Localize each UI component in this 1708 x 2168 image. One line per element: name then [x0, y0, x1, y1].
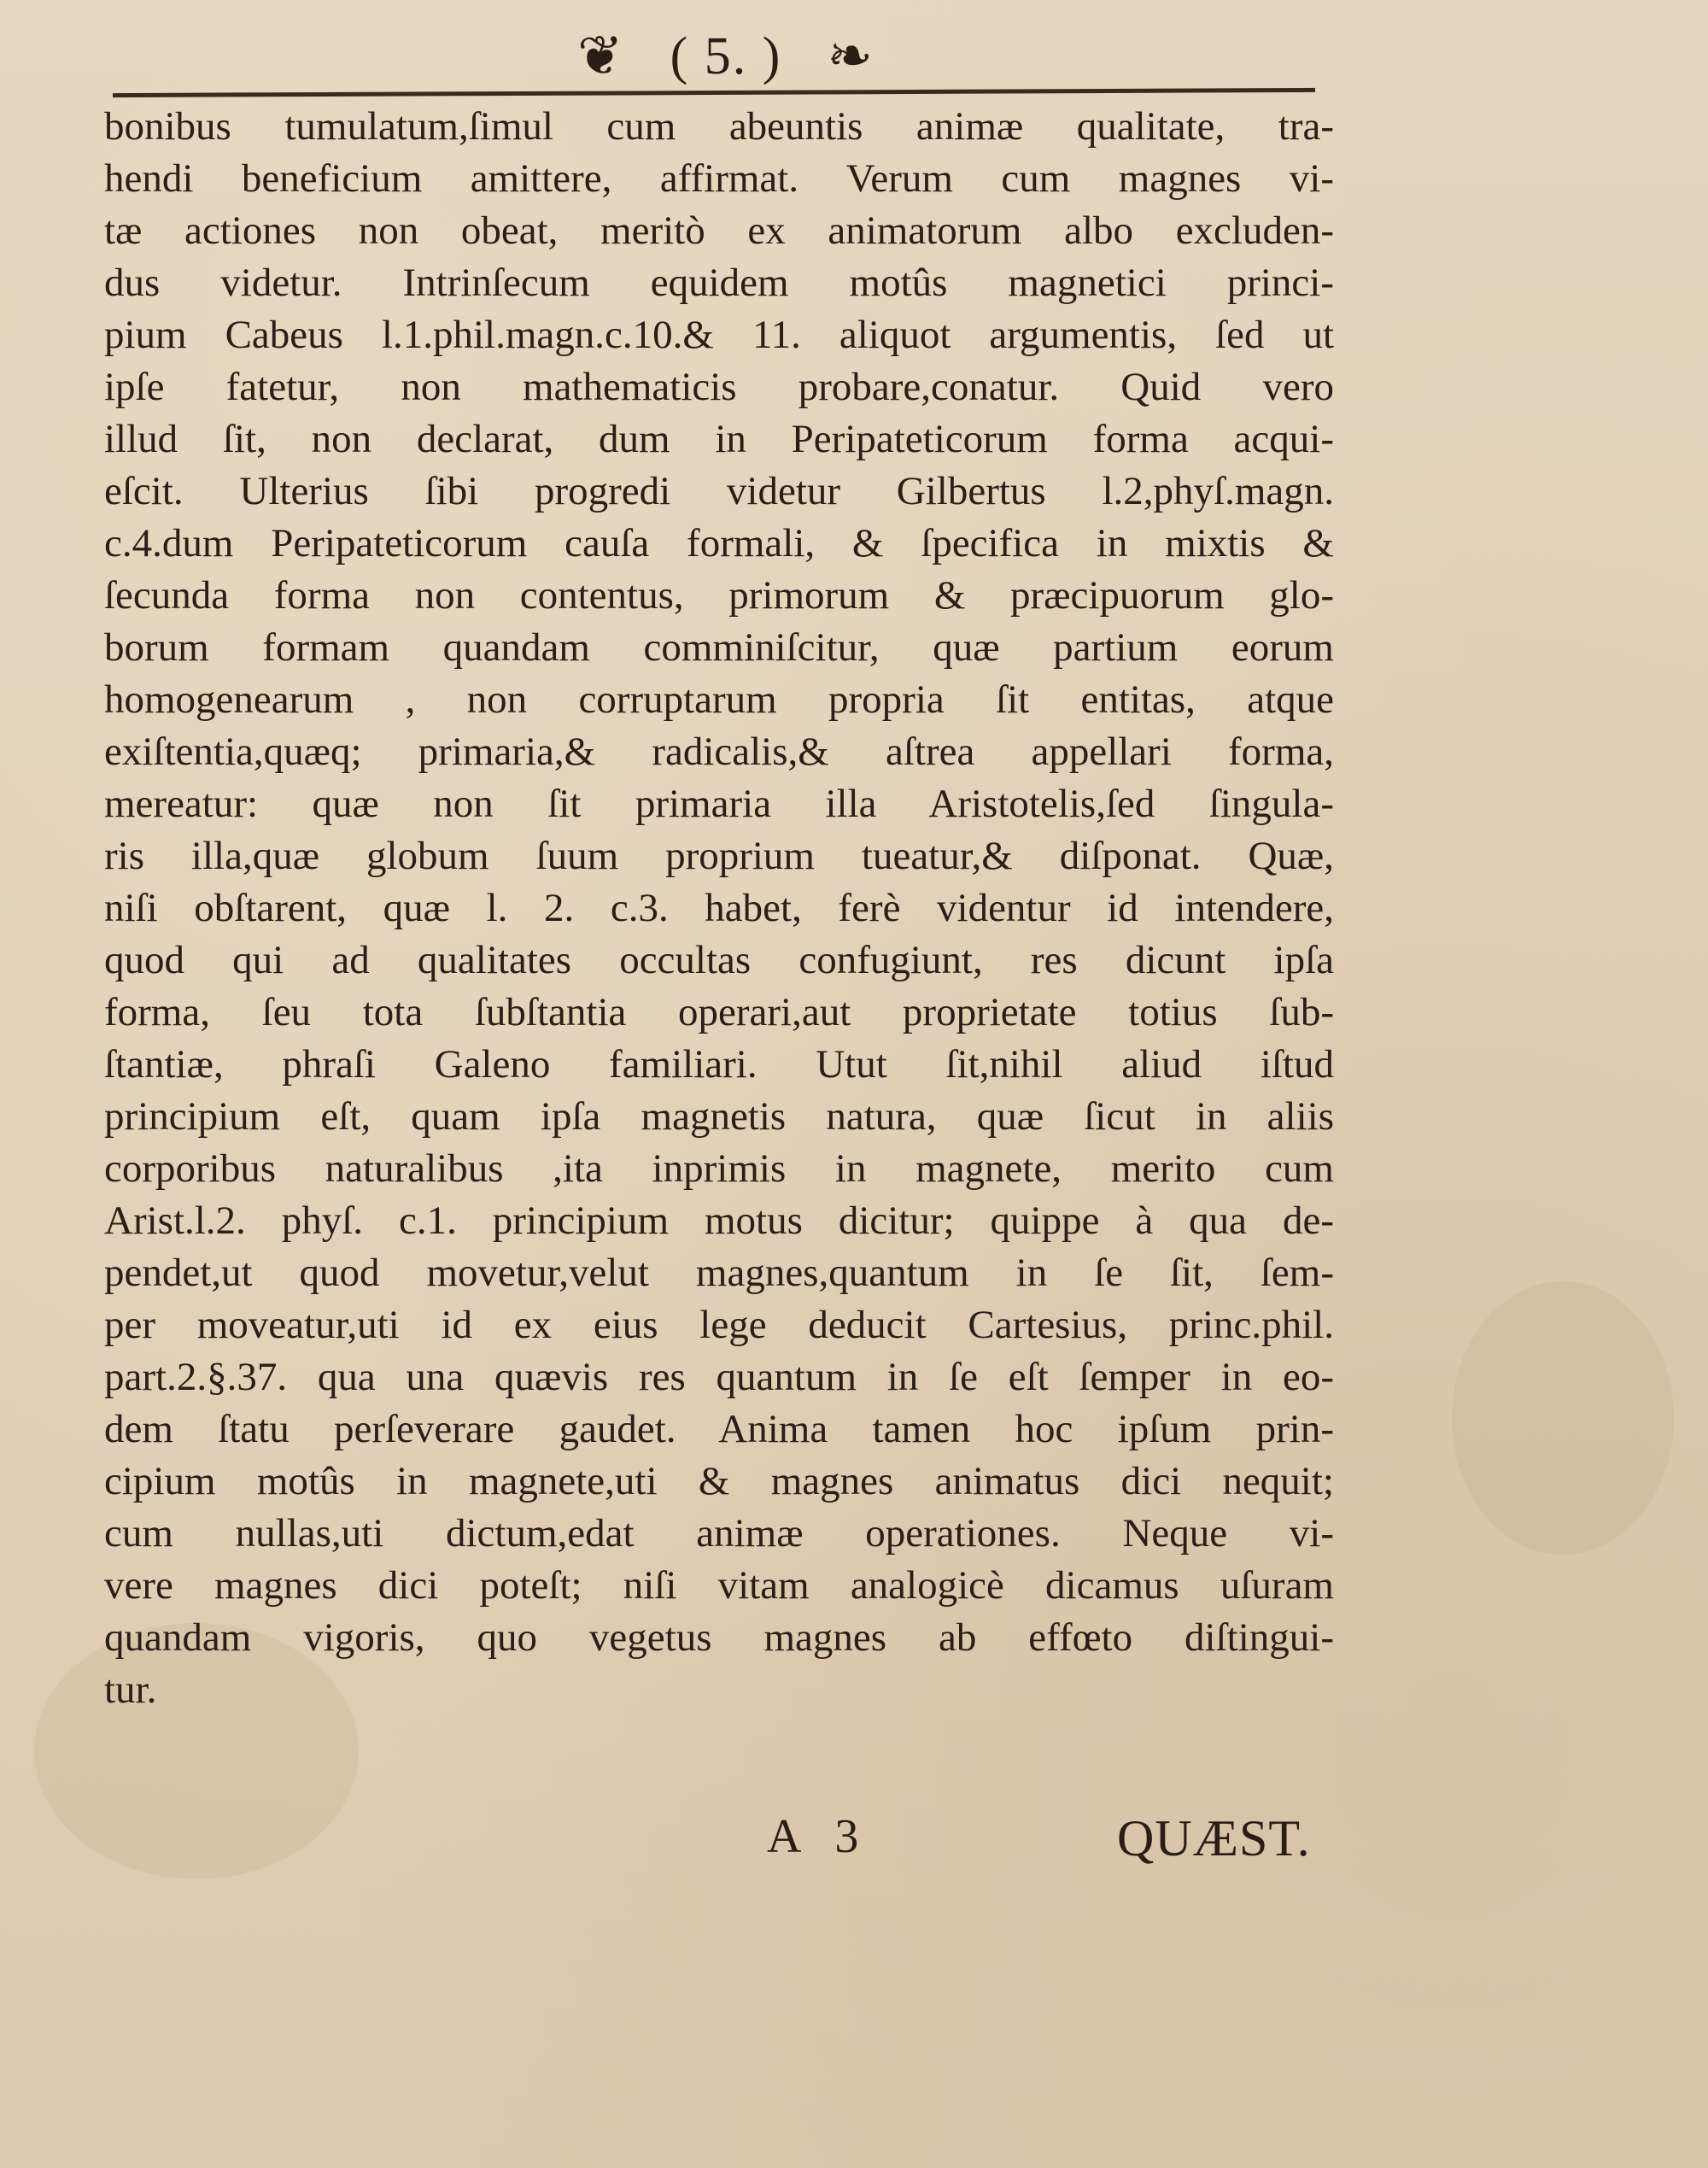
text-line: per moveatur,uti id ex eius lege deducit Cartesius, princ.phil.: [104, 1303, 1334, 1347]
page-number: ( 5. ): [670, 26, 782, 85]
page-header: [0, 19, 1452, 88]
text-line: niſi obſtarent, quæ l. 2. c.3. habet, ferè videntur id intendere,: [104, 886, 1334, 930]
text-line: Arist.l.2. phyſ. c.1. principium motus dicitur; quippe à qua de-: [104, 1198, 1334, 1243]
text-line: dus videtur. Intrinſecum equidem motûs magnetici princi-: [104, 261, 1334, 305]
paper-stain: [1452, 1281, 1674, 1555]
signature-mark: A 3: [767, 1810, 871, 1863]
text-line: principium eſt, quam ipſa magnetis natura, quæ ſicut in aliis: [104, 1094, 1334, 1139]
page-footer: [0, 1809, 1708, 1878]
text-line: corporibus naturalibus ,ita inprimis in magnete, merito cum: [104, 1146, 1334, 1191]
text-line: quod qui ad qualitates occultas confugiunt, res dicunt ipſa: [104, 938, 1334, 982]
text-line: quandam vigoris, quo vegetus magnes ab effœto diſtingui-: [104, 1615, 1334, 1660]
text-line: forma, ſeu tota ſubſtantia operari,aut proprietate totius ſub-: [104, 990, 1334, 1034]
text-line: hendi beneficium amittere, affirmat. Verum cum magnes vi-: [104, 156, 1334, 201]
text-line: ſtantiæ, phraſi Galeno familiari. Utut ſit,nihil aliud iſtud: [104, 1042, 1334, 1087]
right-ornament-icon: ❧: [827, 25, 874, 88]
text-line: vere magnes dici poteſt; niſi vitam analogicè dicamus uſuram: [104, 1563, 1334, 1608]
text-line: mereatur: quæ non ſit primaria illa Aristotelis,ſed ſingula-: [104, 782, 1334, 826]
text-line: ſecunda forma non contentus, primorum & præcipuorum glo-: [104, 573, 1334, 618]
text-line: part.2.§.37. qua una quævis res quantum in ſe eſt ſemper in eo-: [104, 1355, 1334, 1399]
text-line: bonibus tumulatum,ſimul cum abeuntis animæ qualitate, tra-: [104, 104, 1334, 149]
text-line: homogenearum , non corruptarum propria ſit entitas, atque: [104, 677, 1334, 722]
text-line: exiſtentia,quæq; primaria,& radicalis,& aſtrea appellari forma,: [104, 730, 1334, 774]
text-line: cum nullas,uti dictum,edat animæ operationes. Neque vi-: [104, 1511, 1334, 1556]
text-line: pendet,ut quod movetur,velut magnes,quantum in ſe ſit, ſem-: [104, 1251, 1334, 1295]
left-ornament-icon: ❦: [576, 25, 625, 88]
body-text: [104, 101, 1334, 1716]
text-line: illud ſit, non declarat, dum in Peripateticorum forma acqui-: [104, 417, 1334, 461]
text-line: ris illa,quæ globum ſuum proprium tueatur,& diſponat. Quæ,: [104, 834, 1334, 878]
text-line: tæ actiones non obeat, meritò ex animatorum albo excluden-: [104, 208, 1334, 253]
text-line: eſcit. Ulterius ſibi progredi videtur Gilbertus l.2,phyſ.magn.: [104, 469, 1334, 513]
text-line: tur.: [104, 1667, 157, 1712]
text-line: c.4.dum Peripateticorum cauſa formali, & ſpecifica in mixtis &: [104, 521, 1334, 565]
catchword: QUÆST.: [1117, 1810, 1311, 1866]
text-line: ipſe fatetur, non mathematicis probare,conatur. Quid vero: [104, 365, 1334, 409]
text-line: pium Cabeus l.1.phil.magn.c.10.& 11. aliquot argumentis, ſed ut: [104, 313, 1334, 357]
header-rule: [113, 88, 1315, 97]
text-line: cipium motûs in magnete,uti & magnes animatus dici nequit;: [104, 1459, 1334, 1503]
text-line: borum formam quandam comminiſcitur, quæ partium eorum: [104, 625, 1334, 670]
text-line: dem ſtatu perſeverare gaudet. Anima tamen hoc ipſum prin-: [104, 1407, 1334, 1451]
